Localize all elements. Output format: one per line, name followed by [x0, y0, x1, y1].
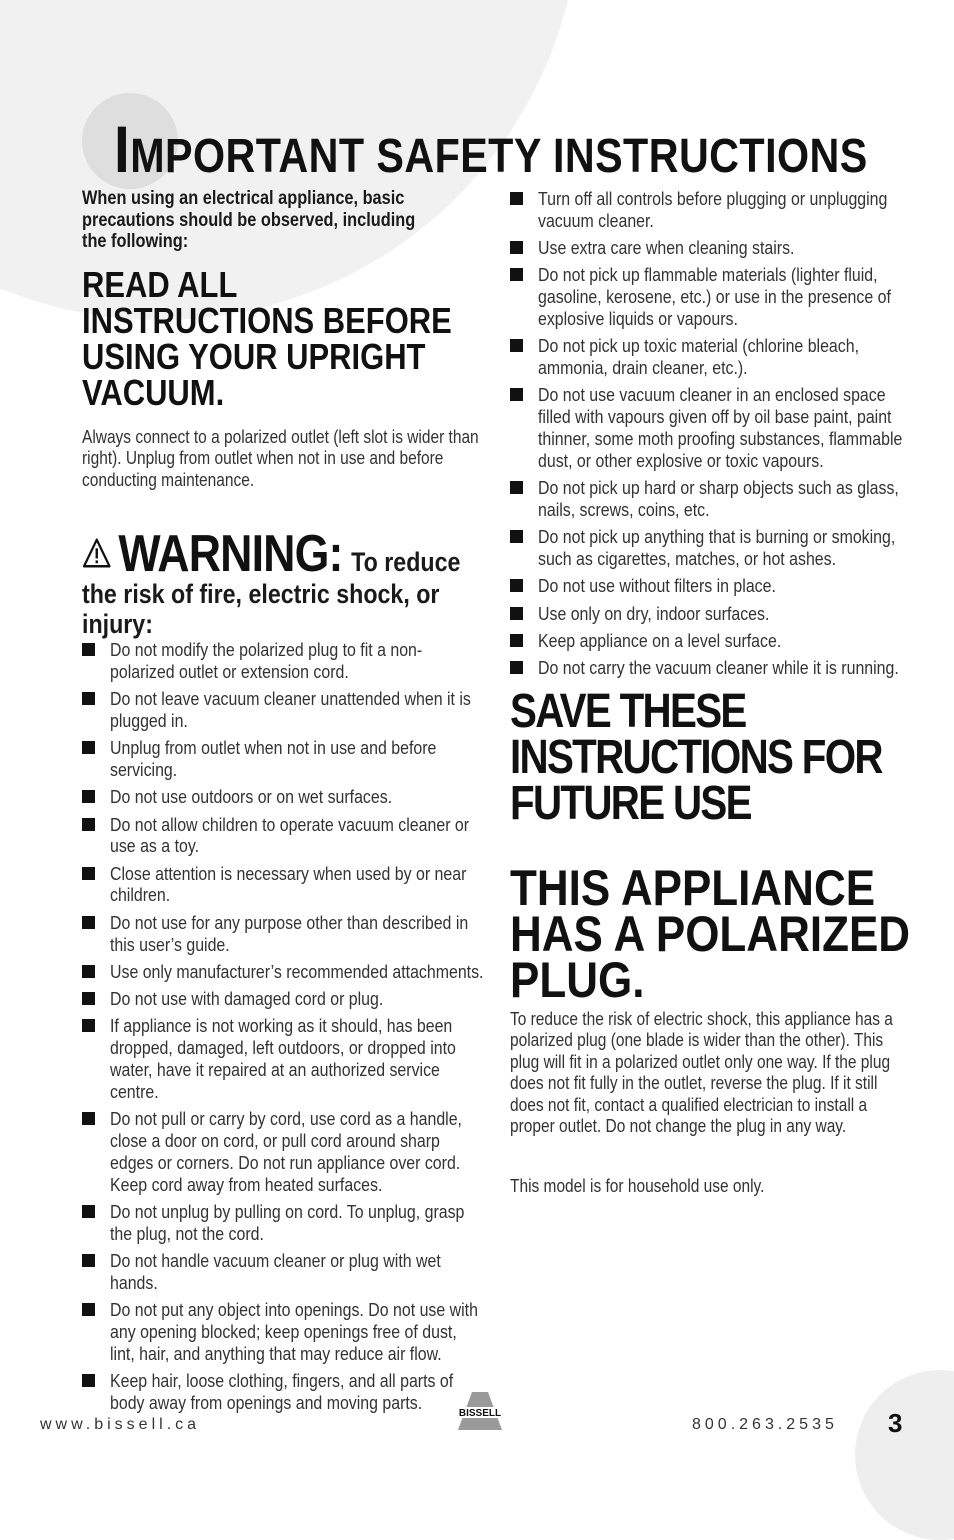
- list-item: Do not unplug by pulling on cord. To unplug, grasp the plug, not the cord.: [82, 1201, 482, 1245]
- list-item: Do not modify the polarized plug to fit a non-polarized outlet or extension cord.: [82, 639, 482, 683]
- list-item: Keep appliance on a level surface.: [510, 630, 914, 652]
- square-bullet-icon: [510, 579, 523, 592]
- list-item: Unplug from outlet when not in use and before servicing.: [82, 737, 482, 781]
- right-bullet-list: [510, 188, 914, 679]
- list-item: Do not carry the vacuum cleaner while it is running.: [510, 657, 914, 679]
- list-item: Close attention is necessary when used by or near children.: [82, 863, 482, 907]
- square-bullet-icon: [82, 692, 95, 705]
- square-bullet-icon: [82, 965, 95, 978]
- square-bullet-icon: [510, 634, 523, 647]
- square-bullet-icon: [510, 192, 523, 205]
- list-item: Do not pick up anything that is burning or smoking, such as cigarettes, matches, or hot ashes.: [510, 526, 914, 570]
- list-item: Turn off all controls before plugging or unplugging vacuum cleaner.: [510, 188, 914, 232]
- list-item: Do not use without filters in place.: [510, 575, 914, 597]
- left-bullet-list: [82, 639, 482, 1414]
- warning-triangle-icon: [82, 533, 112, 573]
- read-all-heading: READ ALL INSTRUCTIONS BEFORE USING YOUR UPRIGHT VACUUM.: [82, 263, 452, 413]
- bissell-logo: [450, 1390, 510, 1432]
- page-number-circle: [855, 1370, 954, 1540]
- square-bullet-icon: [510, 530, 523, 543]
- list-item: Do not allow children to operate vacuum cleaner or use as a toy.: [82, 814, 482, 858]
- list-item: Do not pull or carry by cord, use cord as a handle, close a door on cord, or pull cord around sharp edges or corners. Do not run appliance over cord. Keep cord away from heated surfaces.: [82, 1108, 482, 1195]
- right-column: [510, 188, 914, 1197]
- list-item: Keep hair, loose clothing, fingers, and all parts of body away from openings and moving parts.: [82, 1370, 482, 1414]
- polarized-plug-text: To reduce the risk of electric shock, this appliance has a polarized plug (one blade is wider than the other). This plug will fit in a polarized outlet only one way. If the plug does not fit fully in the outlet, reverse the plug. If it still does not fit, contact a qualified electrician to install a proper outlet. Do not change the plug in any way.: [510, 1008, 893, 1137]
- title-initial: I: [114, 112, 131, 186]
- square-bullet-icon: [510, 388, 523, 401]
- page-number: 3: [888, 1408, 903, 1438]
- square-bullet-icon: [82, 818, 95, 831]
- list-item: Do not use for any purpose other than described in this user’s guide.: [82, 912, 482, 956]
- list-item: Do not put any object into openings. Do not use with any opening blocked; keep openings free of dust, lint, hair, and anything that may reduce air flow.: [82, 1299, 482, 1364]
- list-item: Do not leave vacuum cleaner unattended when it is plugged in.: [82, 688, 482, 732]
- warning-block: [82, 525, 522, 639]
- square-bullet-icon: [82, 1019, 95, 1032]
- list-item: Do not use with damaged cord or plug.: [82, 988, 482, 1010]
- list-item: Do not pick up flammable materials (lighter fluid, gasoline, kerosene, etc.) or use in the presence of explosive liquids or vapours.: [510, 264, 914, 329]
- website-url: www.bissell.ca: [40, 1416, 201, 1433]
- list-item: If appliance is not working as it should, has been dropped, damaged, left outdoors, or dropped into water, have it repaired at an authorized service centre.: [82, 1015, 482, 1102]
- list-item: Do not pick up hard or sharp objects such as glass, nails, screws, coins, etc.: [510, 477, 914, 521]
- square-bullet-icon: [510, 481, 523, 494]
- square-bullet-icon: [82, 741, 95, 754]
- square-bullet-icon: [82, 867, 95, 880]
- warning-word: WARNING:: [118, 525, 343, 583]
- phone-number: 800.263.2535: [692, 1416, 838, 1433]
- square-bullet-icon: [82, 992, 95, 1005]
- square-bullet-icon: [510, 241, 523, 254]
- square-bullet-icon: [510, 268, 523, 281]
- square-bullet-icon: [82, 1374, 95, 1387]
- square-bullet-icon: [82, 1303, 95, 1316]
- warning-rest: To reduce: [351, 547, 461, 577]
- square-bullet-icon: [82, 1112, 95, 1125]
- list-item: Use only on dry, indoor surfaces.: [510, 603, 914, 625]
- list-item: Do not use outdoors or on wet surfaces.: [82, 786, 482, 808]
- intro-text: When using an electrical appliance, basic precautions should be observed, including the following:: [82, 188, 416, 252]
- polarized-plug-heading: THIS APPLIANCE HAS A POLARIZED PLUG.: [510, 859, 911, 1008]
- page-title: [114, 112, 868, 186]
- square-bullet-icon: [510, 339, 523, 352]
- warning-subheading: the risk of fire, electric shock, or injury:: [82, 579, 440, 639]
- list-item: Do not pick up toxic material (chlorine bleach, ammonia, drain cleaner, etc.).: [510, 335, 914, 379]
- list-item: Do not use vacuum cleaner in an enclosed space filled with vapours given off by oil base paint, paint thinner, some moth proofing substances, flammable dust, or other explosive or toxic vapours.: [510, 384, 914, 471]
- title-rest: MPORTANT SAFETY INSTRUCTIONS: [130, 130, 868, 183]
- save-instructions-heading: SAVE THESE INSTRUCTIONS FOR FUTURE USE: [510, 684, 882, 830]
- square-bullet-icon: [82, 916, 95, 929]
- square-bullet-icon: [82, 1254, 95, 1267]
- square-bullet-icon: [82, 790, 95, 803]
- list-item: Use extra care when cleaning stairs.: [510, 237, 914, 259]
- household-use-text: This model is for household use only.: [510, 1175, 765, 1196]
- polarized-outlet-text: Always connect to a polarized outlet (left slot is wider than right). Unplug from outlet when not in use and before conducting maintenance.: [82, 426, 479, 490]
- square-bullet-icon: [82, 643, 95, 656]
- list-item: Do not handle vacuum cleaner or plug with wet hands.: [82, 1250, 482, 1294]
- left-column: [82, 188, 482, 1419]
- list-item: Use only manufacturer’s recommended attachments.: [82, 961, 482, 983]
- square-bullet-icon: [82, 1205, 95, 1218]
- warning-heading: [82, 525, 461, 583]
- square-bullet-icon: [510, 607, 523, 620]
- square-bullet-icon: [510, 661, 523, 674]
- logo-text: BISSELL: [458, 1408, 502, 1419]
